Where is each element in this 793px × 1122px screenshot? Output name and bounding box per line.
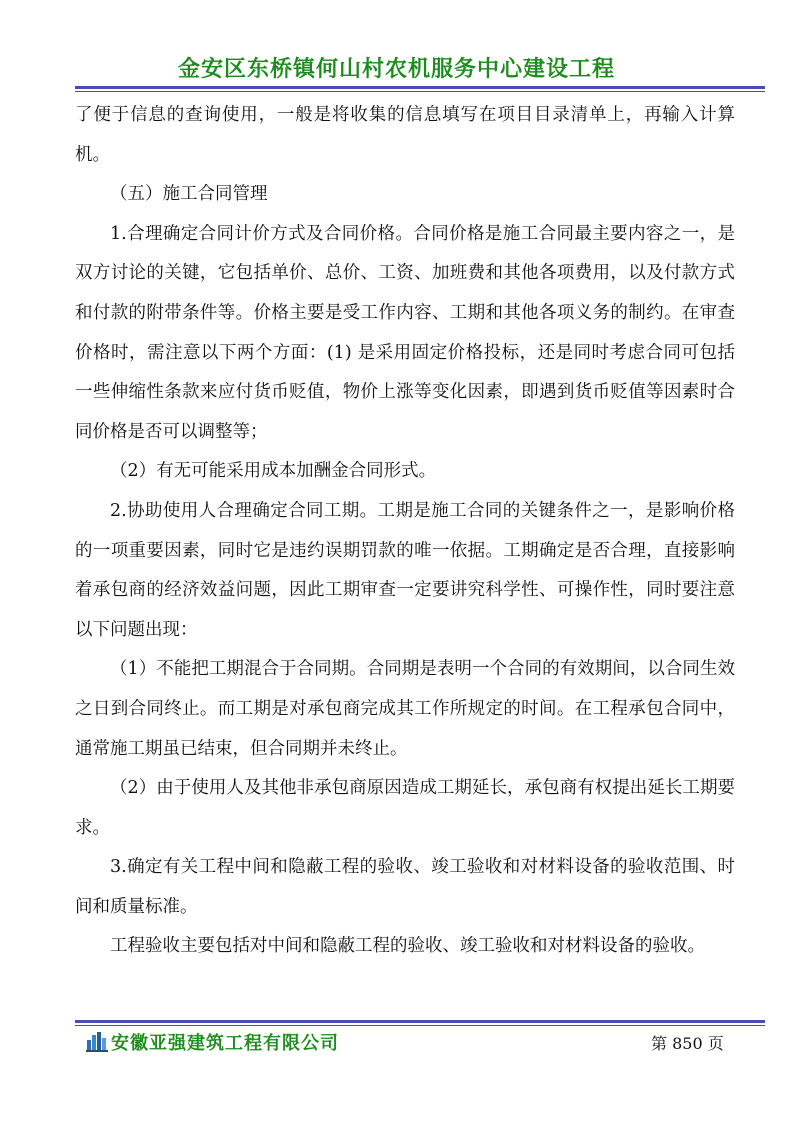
paragraph: 1.合理确定合同计价方式及合同价格。合同价格是施工合同最主要内容之一，是双方讨论的关键，它包括单价、总价、工资、加班费和其他各项费用，以及付款方式和付款的附带条件等。价格主要是受工作内容、工期和其他各项义务的制约。在审查价格时，需注意以下两个方面：(1) 是采用固定价格投标，还是同时考虑合同可包括一些伸缩性条款来应付货币贬值，物价上涨等变化因素，即遇到货币贬值等因素时合同价格是否可以调整等； <box>75 223 735 442</box>
building-logo-icon <box>86 1032 108 1052</box>
document-body <box>75 96 735 967</box>
footer-page-number: 第 850 页 <box>651 1034 724 1053</box>
paragraph-continued: 了便于信息的查询使用，一般是将收集的信息填写在项目目录清单上，再输入计算机。 <box>75 105 735 165</box>
paragraph: （2）有无可能采用成本加酬金合同形式。 <box>110 461 437 482</box>
section-heading: （五）施工合同管理 <box>110 184 268 205</box>
paragraph: （2）由于使用人及其他非承包商原因造成工期延长，承包商有权提出延长工期要求。 <box>75 778 735 838</box>
paragraph: 2.协助使用人合理确定合同工期。工期是施工合同的关键条件之一，是影响价格的一项重要因素，同时它是违约误期罚款的唯一依据。工期确定是否合理，直接影响着承包商的经济效益问题，因此工期审查一定要讲究科学性、可操作性，同时要注意以下问题出现： <box>75 500 735 640</box>
header-rule-thick <box>75 86 765 89</box>
footer-rule-thin <box>75 1025 765 1026</box>
paragraph: 3.确定有关工程中间和隐蔽工程的验收、竣工验收和对材料设备的验收范围、时间和质量标准。 <box>75 857 735 917</box>
page-header-title: 金安区东桥镇何山村农机服务中心建设工程 <box>177 57 615 82</box>
paragraph: 工程验收主要包括对中间和隐蔽工程的验收、竣工验收和对材料设备的验收。 <box>110 936 705 957</box>
footer-company-name: 安徽亚强建筑工程有限公司 <box>111 1033 339 1054</box>
footer-rule-thick <box>75 1020 765 1023</box>
paragraph: （1）不能把工期混合于合同期。合同期是表明一个合同的有效期间，以合同生效之日到合同终止。而工期是对承包商完成其工作所规定的时间。在工程承包合同中，通常施工期虽已结束，但合同期并未终止。 <box>75 659 735 759</box>
header-rule-thin <box>75 91 765 92</box>
